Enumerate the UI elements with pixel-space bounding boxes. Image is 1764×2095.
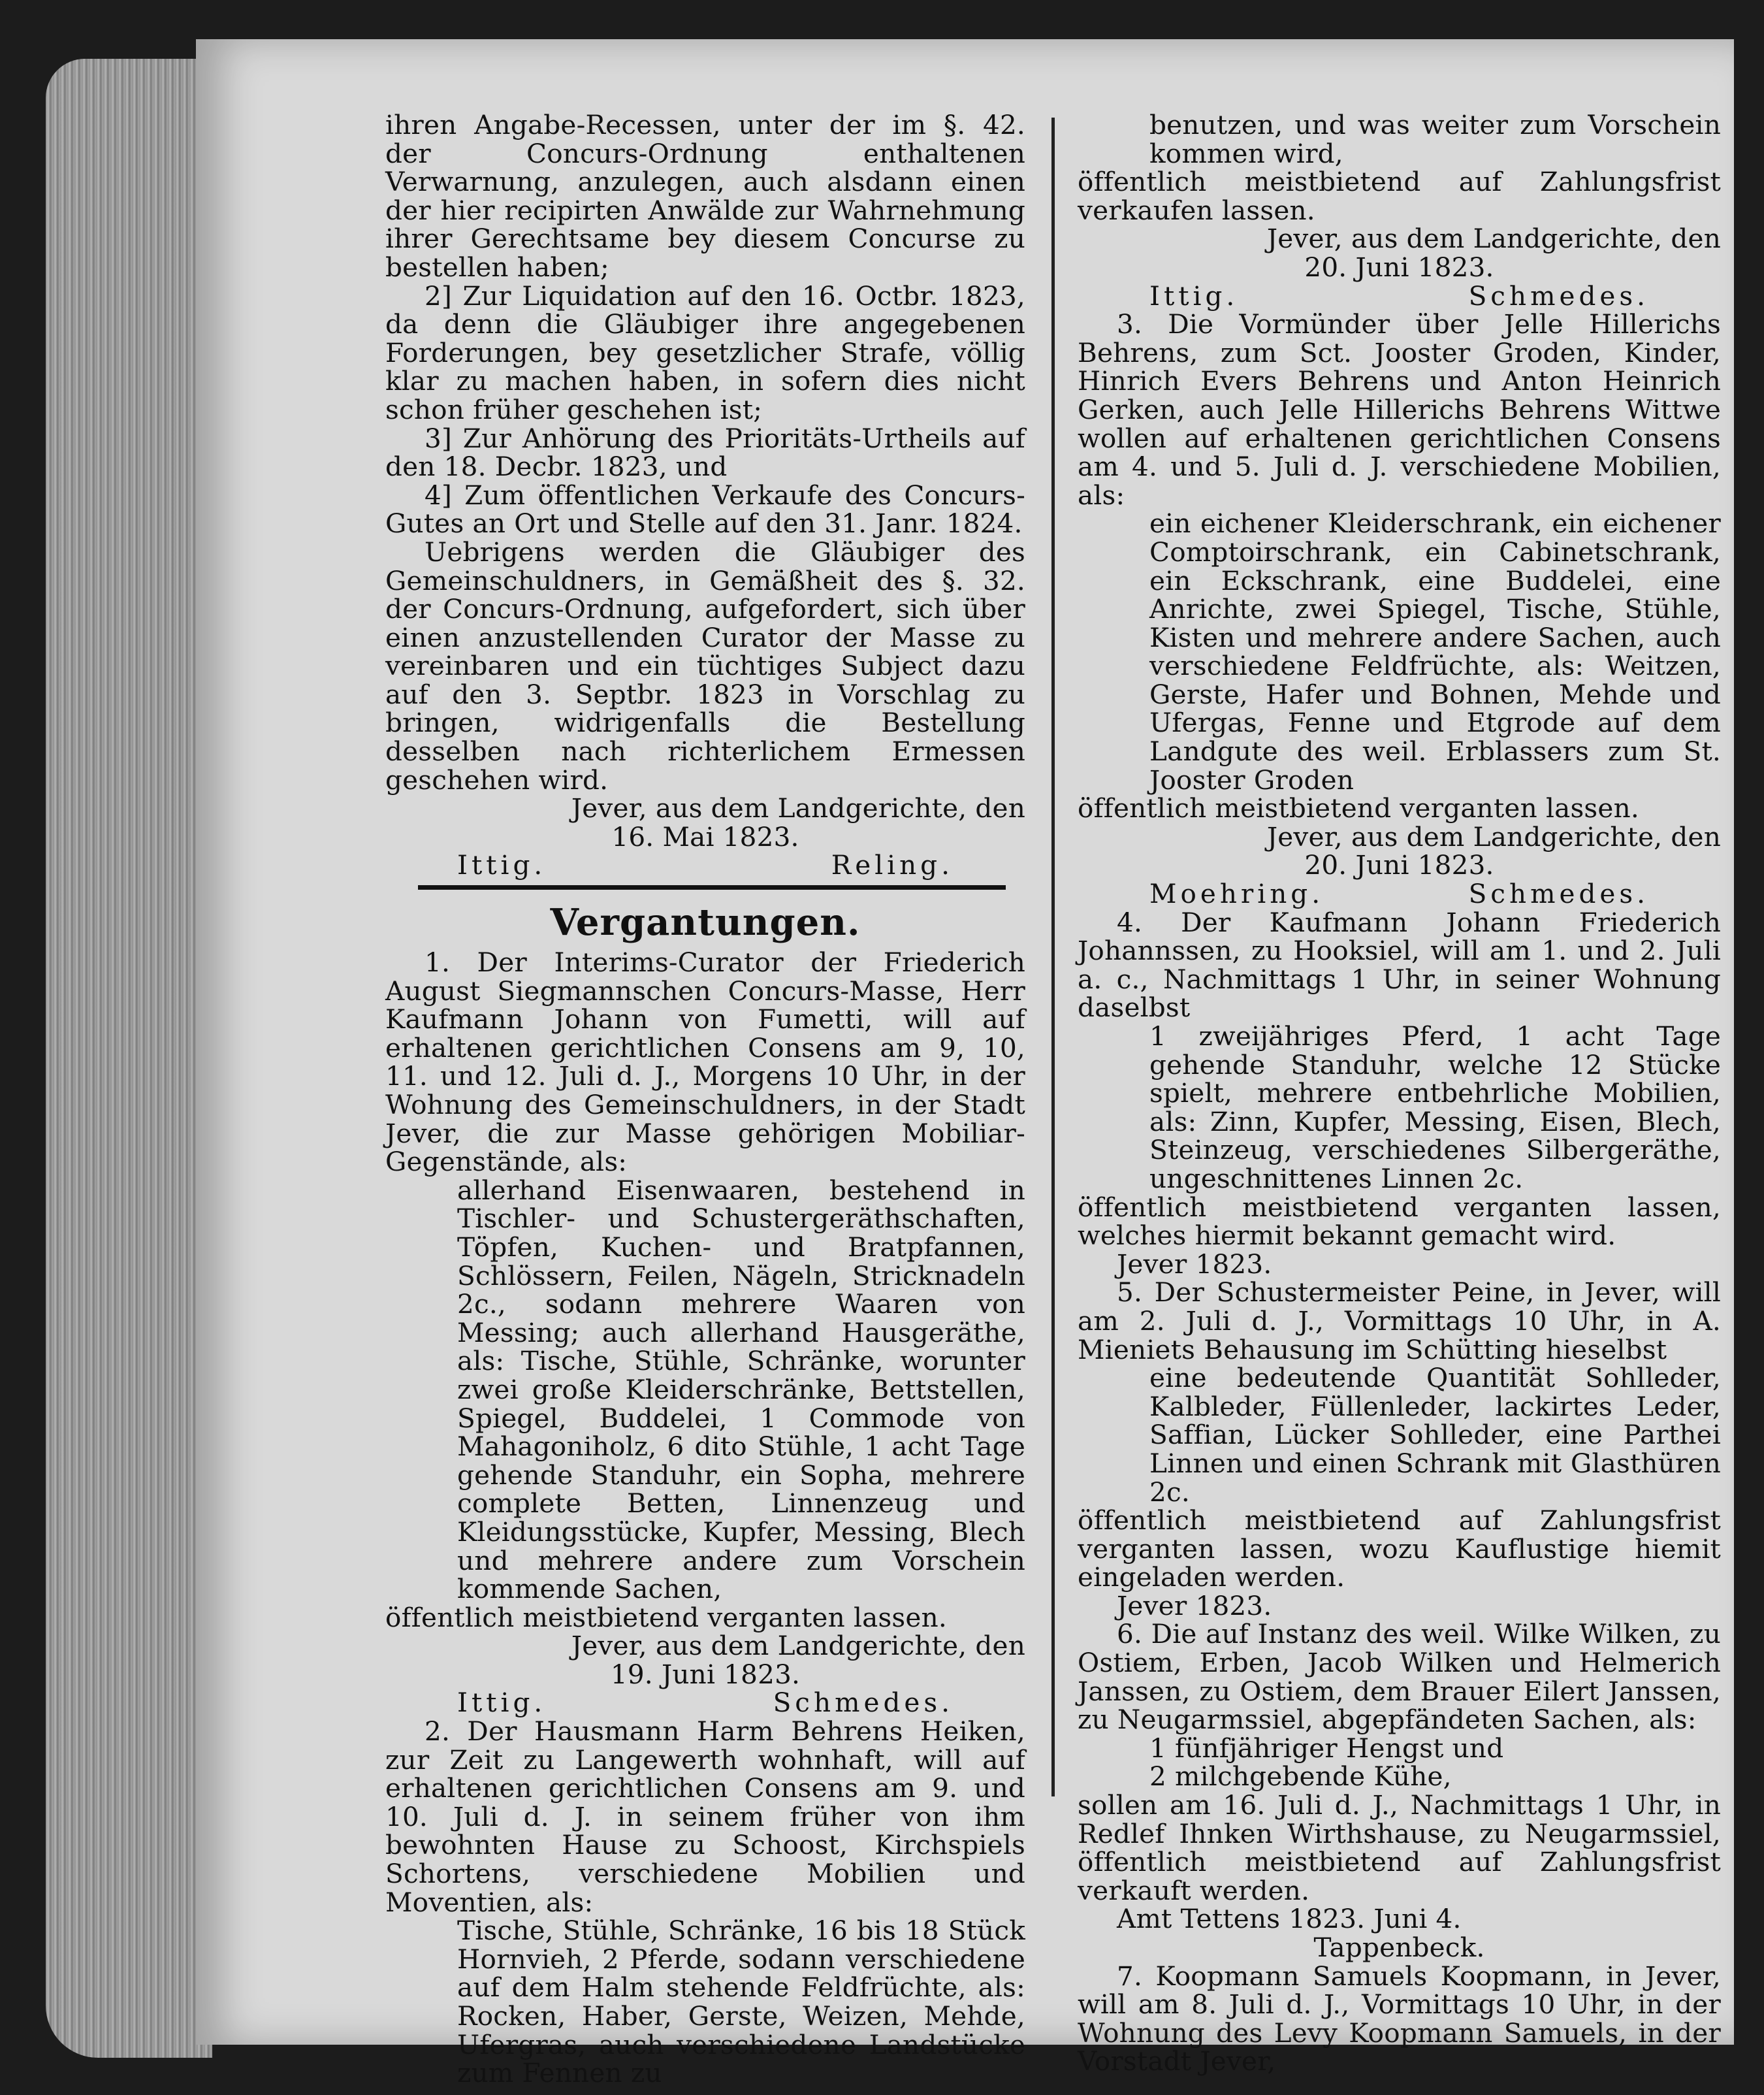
paragraph: 2] Zur Liquidation auf den 16. Octbr. 1823, da denn die Gläubiger ihre angegebenen Forderungen, bey gesetzlicher Strafe, völlig klar zu machen haben, in sofern dies nicht schon früher geschehen ist; xyxy=(385,280,1025,425)
place-line: Jever, aus dem Landgerichte, den xyxy=(571,792,1025,824)
paragraph: 5. Der Schustermeister Peine, in Jever, will am 2. Juli d. J., Vormittags 10 Uhr, in A. Mieniets Behausung im Schütting hieselbst xyxy=(1078,1276,1721,1365)
date-line: 19. Juni 1823. xyxy=(610,1658,801,1690)
place-line: Jever, aus dem Landgerichte, den xyxy=(571,1630,1025,1662)
signature: Ittig. xyxy=(1149,280,1239,312)
paragraph: 3. Die Vormünder über Jelle Hillerichs Behrens, zum Sct. Jooster Groden, Kinder, Hinrich Evers Behrens und Anton Heinrich Gerken, auch Jelle Hillerichs Behrens Wittwe wollen auf erhaltenen gerichtlichen Consens am 4. und 5. Juli d. J. verschiedene Mobilien, als: xyxy=(1078,308,1721,511)
item-list: allerhand Eisenwaaren, bestehend in Tischler- und Schustergeräthschaften, Töpfen, Kuchen- und Bratpfannen, Schlössern, Feilen, Nägeln, Stricknadeln 2c., sodann mehrere Waaren von Messing; auch allerhand Hausgeräthe, als: Tische, Stühle, Schränke, worunter zwei große Kleiderschränke, Bettstellen, Spiegel, Buddelei, 1 Commode von Mahagoniholz, 6 dito Stühle, 1 acht Tage gehende Standuhr, ein Sopha, mehrere complete Betten, Linnenzeug und Kleidungsstücke, Kupfer, Messing, Blech und mehrere andere zum Vorschein kommende Sachen, xyxy=(457,1174,1025,1605)
signature: Schmedes. xyxy=(773,1687,954,1719)
section-rule xyxy=(418,885,1006,890)
paragraph: öffentlich meistbietend verganten lassen, welches hiermit bekannt gemacht wird. xyxy=(1078,1191,1721,1252)
signature: Ittig. xyxy=(457,1687,547,1719)
signature: Ittig. xyxy=(457,849,547,881)
signatures xyxy=(385,1689,1025,1717)
item-list: Tische, Stühle, Schränke, 16 bis 18 Stück Hornvieh, 2 Pferde, sodann verschiedene auf dem Halm stehende Feldfrüchte, als: Rocken, Haber, Gerste, Weizen, Mehde, Ufergras, auch verschiedene Landstücke zum Fennen zu xyxy=(457,1915,1025,2089)
paragraph: 4] Zum öffentlichen Verkaufe des Concurs-Gutes an Ort und Stelle auf den 31. Janr. 1824. xyxy=(385,479,1025,540)
paragraph: sollen am 16. Juli d. J., Nachmittags 1 Uhr, in Redlef Ihnken Wirthshause, zu Neugarmssiel, öffentlich meistbietend auf Zahlungsfrist verkauft werden. xyxy=(1078,1789,1721,1906)
place-line: Jever, aus dem Landgerichte, den xyxy=(1266,223,1721,255)
signature: Moehring. xyxy=(1149,878,1324,910)
signature: Reling. xyxy=(831,849,954,881)
section-heading: Vergantungen. xyxy=(550,901,861,945)
column-divider xyxy=(1051,118,1055,1796)
date-line: 16. Mai 1823. xyxy=(611,820,799,853)
item-list: 2 milchgebende Kühe, xyxy=(1149,1761,1452,1793)
signatures xyxy=(385,851,1025,880)
place-line: Amt Tettens 1823. Juni 4. xyxy=(1117,1903,1462,1935)
item-list: benutzen, und was weiter zum Vorschein kommen wird, xyxy=(1149,109,1721,169)
item-list: 1 zweijähriges Pferd, 1 acht Tage gehende Standuhr, welche 12 Stücke spielt, mehrere entbehrliche Mobilien, als: Zinn, Kupfer, Messing, Eisen, Blech, Steinzeug, verschiedenes Silbergeräthe, ungeschnittenes Linnen 2c. xyxy=(1149,1020,1721,1194)
paragraph: 3] Zur Anhörung des Prioritäts-Urtheils auf den 18. Decbr. 1823, und xyxy=(385,422,1025,483)
paragraph: 1. Der Interims-Curator der Friederich August Siegmannschen Concurs-Masse, Herr Kaufmann Johann von Fumetti, will auf erhaltenen gerichtlichen Consens am 9, 10, 11. und 12. Juli d. J., Morgens 10 Uhr, in der Wohnung des Gemeinschuldners, in der Stadt Jever, die zur Masse gehörigen Mobiliar-Gegenstände, als: xyxy=(385,947,1025,1178)
paragraph: 7. Koopmann Samuels Koopmann, in Jever, will am 8. Juli d. J., Vormittags 10 Uhr, in der Wohnung des Levy Koopmann Samuels, in der Vorstadt Jever, xyxy=(1078,1960,1721,2077)
signature: Schmedes. xyxy=(1468,878,1649,910)
paragraph: öffentlich meistbietend auf Zahlungsfrist verganten lassen, wozu Kauflustige hiemit eingeladen werden. xyxy=(1078,1504,1721,1593)
paragraph: öffentlich meistbietend verganten lassen. xyxy=(1078,792,1639,824)
paragraph: öffentlich meistbietend auf Zahlungsfrist verkaufen lassen. xyxy=(1078,166,1721,226)
paragraph: Uebrigens werden die Gläubiger des Gemeinschuldners, in Gemäßheit des §. 32. der Concurs-Ordnung, aufgefordert, sich über einen anzustellenden Curator der Masse zu vereinbaren und ein tüchtiges Subject dazu auf den 3. Septbr. 1823 in Vorschlag zu bringen, widrigenfalls die Bestellung desselben nach richterlichem Ermessen geschehen wird. xyxy=(385,536,1025,796)
place-line: Jever, aus dem Landgerichte, den xyxy=(1266,820,1721,853)
paragraph: 2. Der Hausmann Harm Behrens Heiken, zur Zeit zu Langewerth wohnhaft, will auf erhaltenen gerichtlichen Consens am 9. und 10. Juli d. J. in seinem früher von ihm bewohnten Hause zu Schoost, Kirchspiels Schortens, verschiedene Mobilien und Moventien, als: xyxy=(385,1715,1025,1918)
date-line: 20. Juni 1823. xyxy=(1304,251,1494,283)
date-line: Jever 1823. xyxy=(1117,1248,1272,1280)
paragraph: 4. Der Kaufmann Johann Friederich Johannssen, zu Hooksiel, will am 1. und 2. Juli a. c., Nachmittags 1 Uhr, in seiner Wohnung daselbst xyxy=(1078,906,1721,1024)
item-list: eine bedeutende Quantität Sohlleder, Kalbleder, Füllenleder, lackirtes Leder, Saffian, Lücker Sohlleder, eine Parthei Linnen und einen Schrank mit Glasthüren 2c. xyxy=(1149,1362,1721,1508)
item-list: ein eichener Kleiderschrank, ein eichener Comptoirschrank, ein Cabinetschrank, ein Eckschrank, eine Buddelei, eine Anrichte, zwei Spiegel, Tische, Stühle, Kisten und mehrere andere Sachen, auch verschiedene Feldfrüchte, als: Weitzen, Gerste, Hafer und Bohnen, Mehde und Ufergas, Fenne und Etgrode auf dem Landgute des weil. Erblassers zum St. Jooster Groden xyxy=(1149,508,1721,796)
date-line: 20. Juni 1823. xyxy=(1304,849,1494,881)
item-list: 1 fünfjähriger Hengst und xyxy=(1149,1732,1504,1764)
right-column xyxy=(1078,111,1721,2076)
paragraph: öffentlich meistbietend verganten lassen. xyxy=(385,1601,947,1633)
book-page-edges xyxy=(46,59,212,2058)
signature: Schmedes. xyxy=(1468,280,1649,312)
signatures xyxy=(1078,880,1721,909)
date-line: Jever 1823. xyxy=(1117,1589,1272,1621)
paragraph: ihren Angabe-Recessen, unter der im §. 42. der Concurs-Ordnung enthaltenen Verwarnung, anzulegen, auch alsdann einen der hier recipirten Anwälde zur Wahrnehmung ihrer Gerechtsame bey diesem Concurse zu bestellen haben; xyxy=(385,109,1025,283)
left-column xyxy=(385,111,1025,2088)
paragraph: 6. Die auf Instanz des weil. Wilke Wilken, zu Ostiem, Erben, Jacob Wilken und Helmerich Janssen, zu Ostiem, dem Brauer Eilert Janssen, zu Neugarmssiel, abgepfändeten Sachen, als: xyxy=(1078,1618,1721,1736)
signature: Tappenbeck. xyxy=(1313,1932,1485,1963)
signatures xyxy=(1078,282,1721,311)
